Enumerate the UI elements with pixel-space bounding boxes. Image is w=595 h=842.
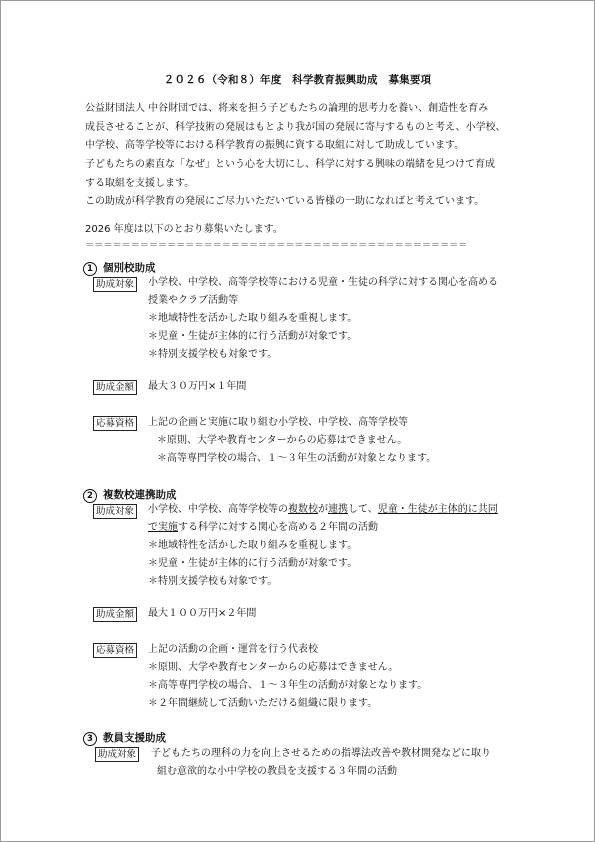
section-1-purpose-line: 小学校、中学校、高等学校等における児童・生徒の科学に対する関心を高める — [148, 277, 498, 288]
section-3-purpose-line: 子どもたちの理科の力を向上させるための指導法改善や教材開発などに取り — [151, 748, 491, 759]
circled-number-1: 1 — [83, 262, 97, 276]
intro-line: 中学校、高等学校等における科学教育の振興に資する取組に対して助成しています。 — [85, 140, 465, 152]
intro-line: この助成が科学教育の発展にご尽力いただいている皆様の一助になればと考えています。 — [85, 196, 485, 208]
purpose-text: して、 — [348, 504, 378, 515]
section-2-note: ＊地域特性を活かした取り組みを重視します。 — [148, 540, 358, 551]
section-2-eligibility-note: ＊高等専門学校の場合、１～３年生の活動が対象となります。 — [148, 680, 428, 691]
circled-number-2: 2 — [83, 489, 97, 503]
section-2-amount-label: 助成金額 — [93, 607, 137, 622]
section-2-purpose-line — [148, 501, 498, 519]
section-2-eligibility-note: ＊２年間継続して活動いただける組織に限ります。 — [148, 698, 378, 709]
section-2-purpose-line — [148, 519, 378, 537]
section-1-amount-label: 助成金額 — [93, 380, 137, 395]
purpose-text: 小学校、中学校、高等学校等の — [148, 504, 288, 515]
section-1-eligibility-note: ＊原則、大学や教育センターからの応募はできません。 — [157, 435, 408, 446]
divider-line: ＝＝＝＝＝＝＝＝＝＝＝＝＝＝＝＝＝＝＝＝＝＝＝＝＝＝＝＝＝＝＝＝＝＝＝＝＝＝＝＝＝＝ — [85, 240, 468, 251]
intro-paragraph — [85, 100, 535, 212]
section-2-note: ＊特別支援学校も対象です。 — [148, 576, 278, 587]
section-1-note: ＊地域特性を活かした取り組みを重視します。 — [148, 313, 358, 324]
section-3-purpose-label: 助成対象 — [95, 747, 139, 762]
intro-line: 子どもたちの素直な「なぜ」という心を大切にし、科学に対する興味の端緒を見つけて育成 — [85, 159, 495, 171]
underlined-text: 児童・生徒が主体的に共同 — [377, 504, 498, 515]
section-3-heading — [83, 730, 166, 746]
section-2-eligibility: 上記の活動の企画・運営を行う代表校 — [148, 644, 318, 655]
underlined-text: で実施 — [148, 522, 178, 533]
section-2-eligibility-label: 応募資格 — [93, 643, 137, 658]
document-title: ２０２６（令和８）年度 科学教育振興助成 募集要項 — [163, 74, 432, 86]
section-1-amount: 最大３０万円×１年間 — [148, 381, 247, 392]
section-2-purpose-label: 助成対象 — [93, 504, 137, 519]
section-1-note: ＊特別支援学校も対象です。 — [148, 349, 278, 360]
intro-line: 成長させることが、科学技術の発展はもとより我が国の発展に寄与するものと考え、小学校、 — [85, 121, 506, 133]
section-3-title: 教員支援助成 — [103, 732, 166, 744]
section-1-purpose-label: 助成対象 — [93, 277, 137, 292]
closing-statement: 2026 年度は以下のとおり募集いたします。 — [85, 224, 283, 235]
section-1-eligibility-label: 応募資格 — [93, 416, 137, 431]
underlined-text: 複数校 — [288, 504, 318, 515]
section-1-eligibility: 上記の企画と実施に取り組む小学校、中学校、高等学校等 — [148, 417, 408, 428]
section-1-title: 個別校助成 — [103, 262, 156, 274]
section-2-eligibility-note: ＊原則、大学や教育センターからの応募はできません。 — [148, 662, 399, 673]
section-1-eligibility-note: ＊高等専門学校の場合、１～３年生の活動が対象となります。 — [157, 453, 437, 464]
section-2-title: 複数校連携助成 — [103, 489, 177, 501]
section-3-purpose-line: 組む意欲的な小中学校の教員を支援する３年間の活動 — [157, 766, 397, 777]
underlined-text: 連携 — [328, 504, 348, 515]
circled-number-3: 3 — [83, 732, 97, 746]
intro-line: する取組を支援します。 — [85, 177, 195, 189]
purpose-text: する科学に対する関心を高める２年間の活動 — [178, 522, 378, 533]
purpose-text: が — [318, 504, 328, 515]
section-1-note: ＊児童・生徒が主体的に行う活動が対象です。 — [148, 331, 358, 342]
section-1-heading — [83, 260, 156, 276]
section-2-note: ＊児童・生徒が主体的に行う活動が対象です。 — [148, 558, 358, 569]
intro-line: 公益財団法人 中谷財団では、将来を担う子どもたちの論理的思考力を養い、創造性を育み — [85, 103, 489, 114]
section-2-amount: 最大１００万円×２年間 — [148, 608, 257, 619]
section-1-purpose-line: 授業やクラブ活動等 — [148, 295, 238, 306]
